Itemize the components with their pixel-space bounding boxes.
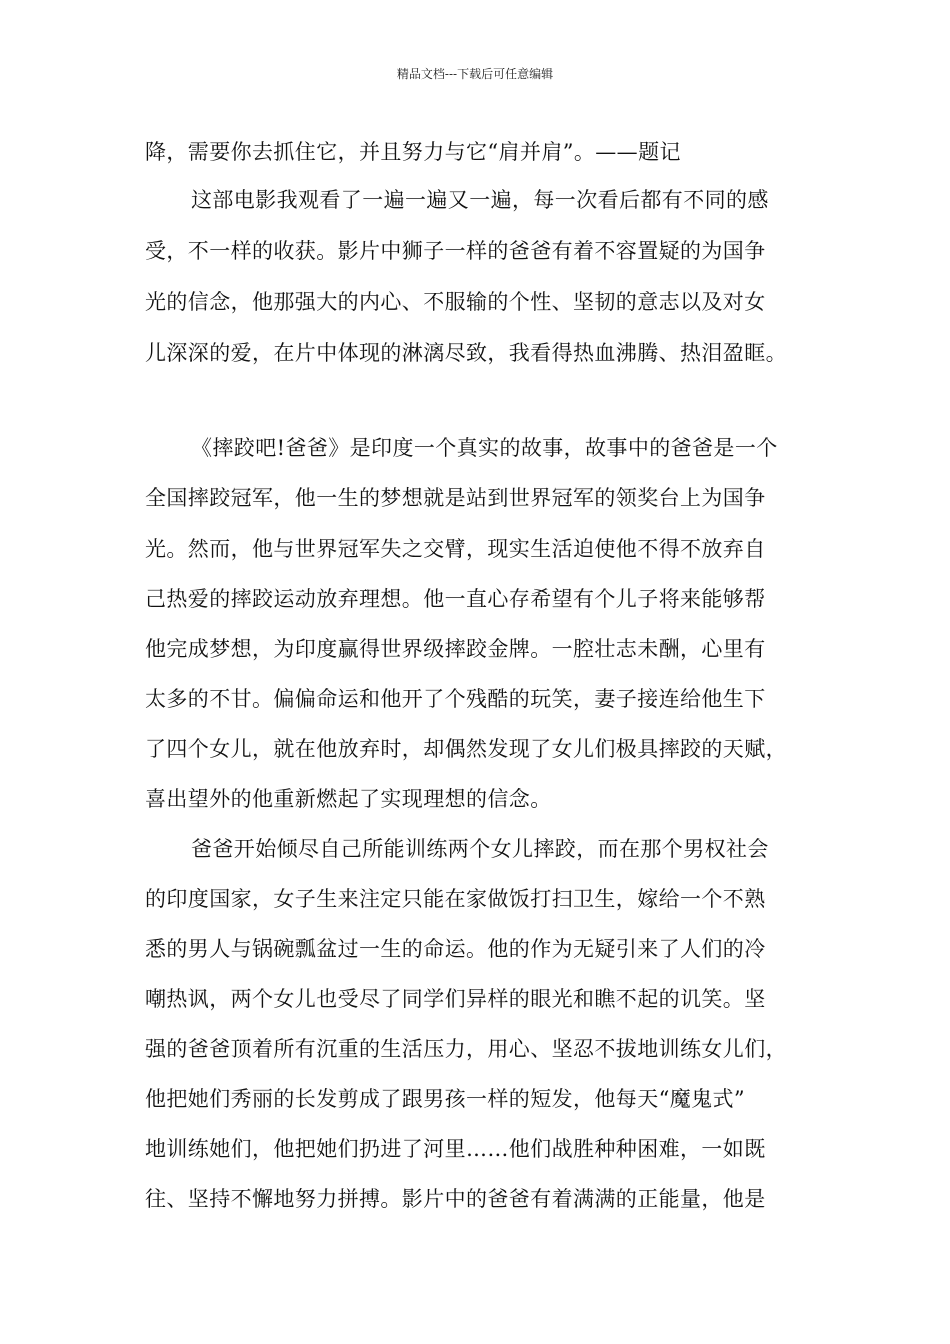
text-line: 强的爸爸顶着所有沉重的生活压力，用心、坚忍不拔地训练女儿们， <box>145 1037 787 1061</box>
text-line: 悉的男人与锅碗瓢盆过一生的命运。他的作为无疑引来了人们的冷 <box>145 937 766 961</box>
page-header: 精品文档---下载后可任意编辑 <box>396 67 554 81</box>
text-line: 往、坚持不懈地努力拼搏。影片中的爸爸有着满满的正能量，他是 <box>145 1187 766 1211</box>
text-line: 的印度国家，女子生来注定只能在家做饭打扫卫生，嫁给一个不熟 <box>145 887 766 911</box>
text-line: 喜出望外的他重新燃起了实现理想的信念。 <box>145 787 552 811</box>
text-line: 儿深深的爱，在片中体现的淋漓尽致，我看得热血沸腾、热泪盈眶。 <box>145 341 787 365</box>
text-line: 他把她们秀丽的长发剪成了跟男孩一样的短发，他每天“魔鬼式” <box>145 1087 746 1111</box>
text-line: 这部电影我观看了一遍一遍又一遍，每一次看后都有不同的感 <box>191 188 769 212</box>
text-line: 己热爱的摔跤运动放弃理想。他一直心存希望有个儿子将来能够帮 <box>145 587 766 611</box>
text-line: 全国摔跤冠军，他一生的梦想就是站到世界冠军的领奖台上为国争 <box>145 486 766 510</box>
text-line: 嘲热讽，两个女儿也受尽了同学们异样的眼光和瞧不起的讥笑。坚 <box>145 987 766 1011</box>
text-line: 他完成梦想，为印度赢得世界级摔跤金牌。一腔壮志未酬，心里有 <box>145 637 766 661</box>
text-line: 太多的不甘。偏偏命运和他开了个残酷的玩笑，妻子接连给他生下 <box>145 687 766 711</box>
text-line: 降，需要你去抓住它，并且努力与它“肩并肩”。——题记 <box>145 140 681 164</box>
text-line: 爸爸开始倾尽自己所能训练两个女儿摔跤，而在那个男权社会 <box>191 837 769 861</box>
text-line: 光。然而，他与世界冠军失之交臂，现实生活迫使他不得不放弃自 <box>145 537 766 561</box>
text-line: 了四个女儿，就在他放弃时，却偶然发现了女儿们极具摔跤的天赋， <box>145 737 787 761</box>
text-line: 地训练她们，他把她们扔进了河里……他们战胜种种困难，一如既 <box>145 1137 766 1161</box>
text-line: 受，不一样的收获。影片中狮子一样的爸爸有着不容置疑的为国争 <box>145 239 766 263</box>
text-line: 《摔跤吧!爸爸》是印度一个真实的故事，故事中的爸爸是一个 <box>191 436 778 460</box>
text-line: 光的信念，他那强大的内心、不服输的个性、坚韧的意志以及对女 <box>145 290 766 314</box>
